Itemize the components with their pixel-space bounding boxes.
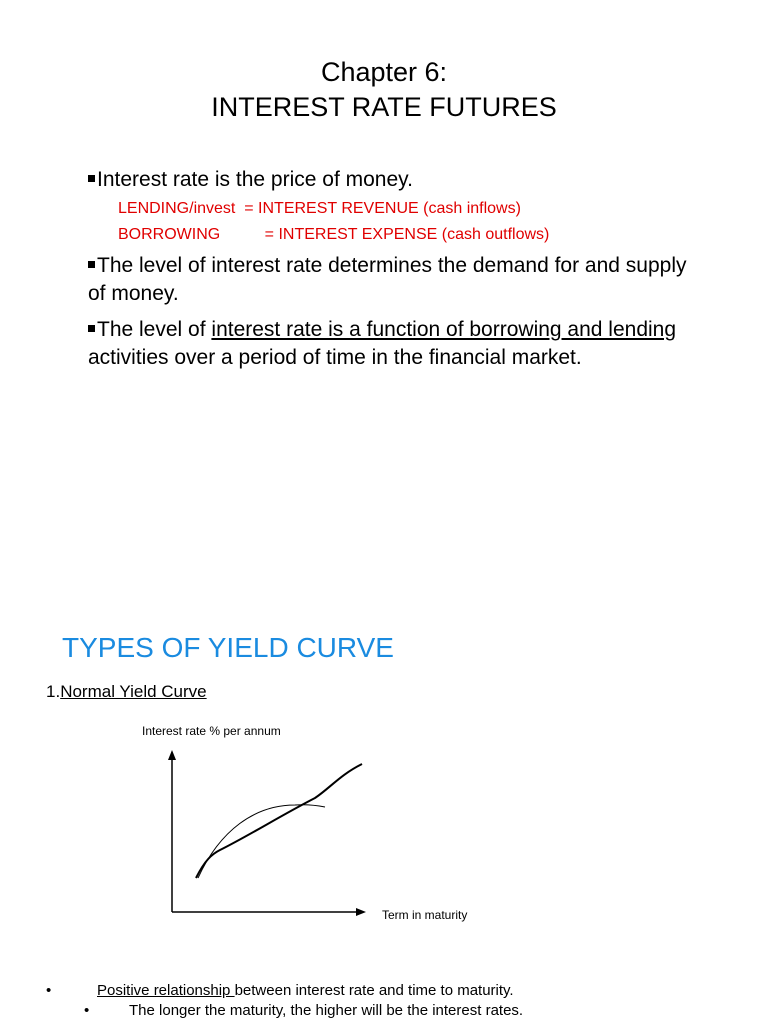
x-axis-arrow-icon — [356, 908, 366, 916]
slide-types-of-yield-curve — [0, 600, 768, 1024]
bullet-function-of-borrowing: The level of interest rate is a function of borrowing and lending activities over a period of time in the financial market. — [88, 318, 677, 369]
y-axis-arrow-icon — [168, 750, 176, 760]
bullet-dot-icon: • — [46, 982, 52, 999]
point-positive-relationship: Positive relationship between interest rate and time to maturity. — [97, 982, 514, 999]
y-axis-label: Interest rate % per annum — [142, 724, 281, 738]
bullet-demand-supply: The level of interest rate determines the demand for and supply of money. — [88, 254, 687, 305]
square-bullet-icon — [88, 325, 95, 332]
thin-yield-curve — [198, 805, 325, 878]
bullet-price-of-money: Interest rate is the price of money. — [88, 166, 708, 194]
point-longer-maturity: The longer the maturity, the higher will be the interest rates. — [129, 1002, 524, 1019]
bullet-list — [88, 166, 708, 372]
types-heading: TYPES OF YIELD CURVE — [62, 632, 394, 663]
normal-yield-curve-line — [196, 764, 362, 878]
chapter-subtitle: INTEREST RATE FUTURES — [211, 92, 557, 122]
section-normal-yield-curve: 1.Normal Yield Curve — [46, 682, 207, 701]
square-bullet-icon — [88, 175, 95, 182]
square-bullet-icon — [88, 261, 95, 268]
lending-line: LENDING/invest = INTEREST REVENUE (cash inflows) — [118, 200, 521, 217]
x-axis-label: Term in maturity — [382, 908, 468, 922]
bullet-dot-icon: • — [84, 1002, 90, 1019]
yield-curve-chart — [120, 720, 400, 920]
chapter-title: Chapter 6: — [320, 57, 448, 87]
borrowing-line: BORROWING = INTEREST EXPENSE (cash outflows) — [118, 226, 550, 243]
